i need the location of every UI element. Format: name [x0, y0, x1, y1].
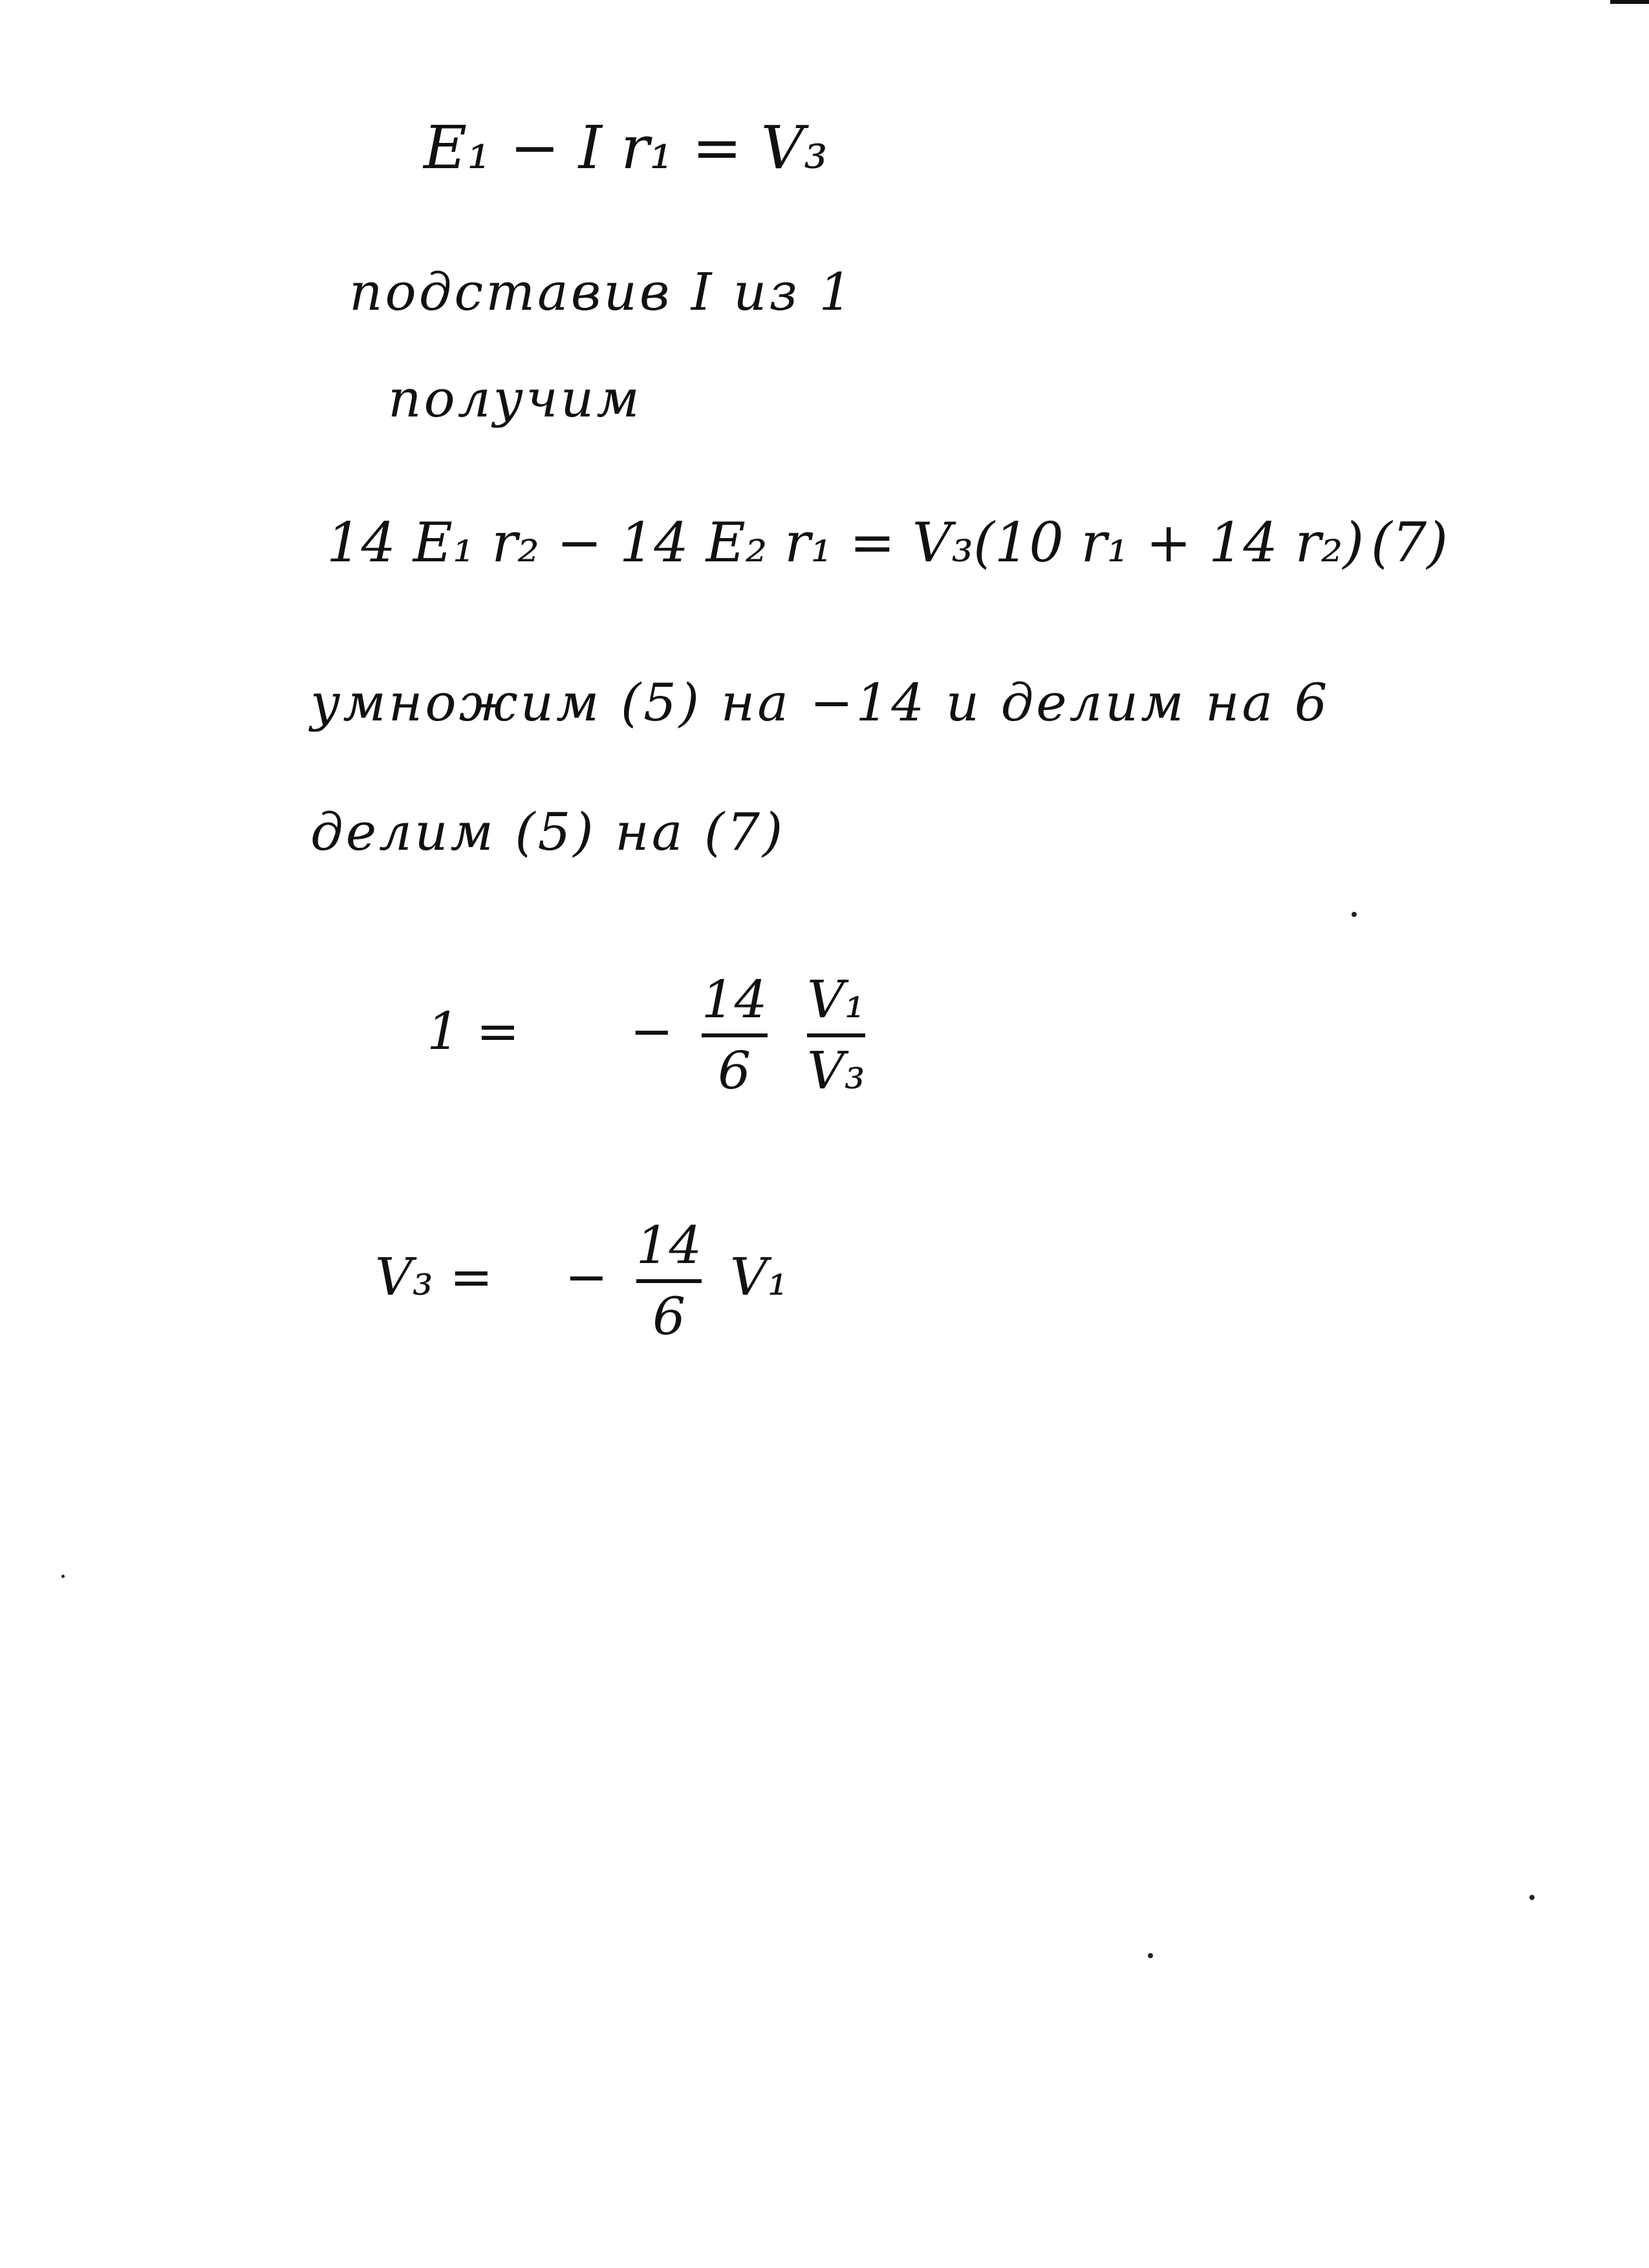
fraction-14-over-6: [636, 1216, 702, 1346]
fraction-numerator: V₁: [806, 969, 865, 1030]
fraction-numerator: 14: [701, 969, 768, 1030]
fraction-denominator: 6: [718, 1041, 751, 1101]
text-substitute: подставив I из 1: [349, 262, 855, 322]
scan-edge-mark: [1610, 0, 1649, 10]
final-rhs: V₁: [729, 1247, 788, 1307]
fraction-bar: [636, 1279, 702, 1283]
fraction-v1-over-v3: [807, 970, 865, 1101]
equation-final: [375, 1216, 788, 1346]
equation-ratio: [427, 970, 877, 1101]
scan-speck: [1148, 1953, 1153, 1958]
fraction-numerator: 14: [636, 1215, 702, 1275]
text-multiply: умножим (5) на −14 и делим на 6: [310, 673, 1330, 733]
ratio-sign: −: [630, 1001, 674, 1061]
fraction-bar: [807, 1033, 865, 1037]
fraction-denominator: 6: [652, 1286, 685, 1346]
final-lhs: V₃ =: [375, 1247, 493, 1307]
text-divide: делим (5) на (7): [310, 802, 786, 862]
equation-7: 14 E₁ r₂ − 14 E₂ r₁ = V₃(10 r₁ + 14 r₂): [327, 511, 1364, 574]
fraction-bar: [702, 1033, 768, 1037]
text-obtain: получим: [388, 369, 642, 429]
scan-speck: [1529, 1895, 1535, 1900]
final-sign: −: [565, 1247, 609, 1307]
ratio-lhs: 1 =: [427, 1001, 520, 1061]
fraction-denominator: V₃: [806, 1041, 865, 1101]
fraction-14-over-6: [702, 970, 768, 1101]
equation-kirchhoff: E₁ − I r₁ = V₃: [424, 113, 828, 182]
equation-7-label: (7): [1371, 511, 1448, 574]
scan-speck: [1352, 912, 1357, 917]
scan-speck: [61, 1575, 65, 1578]
